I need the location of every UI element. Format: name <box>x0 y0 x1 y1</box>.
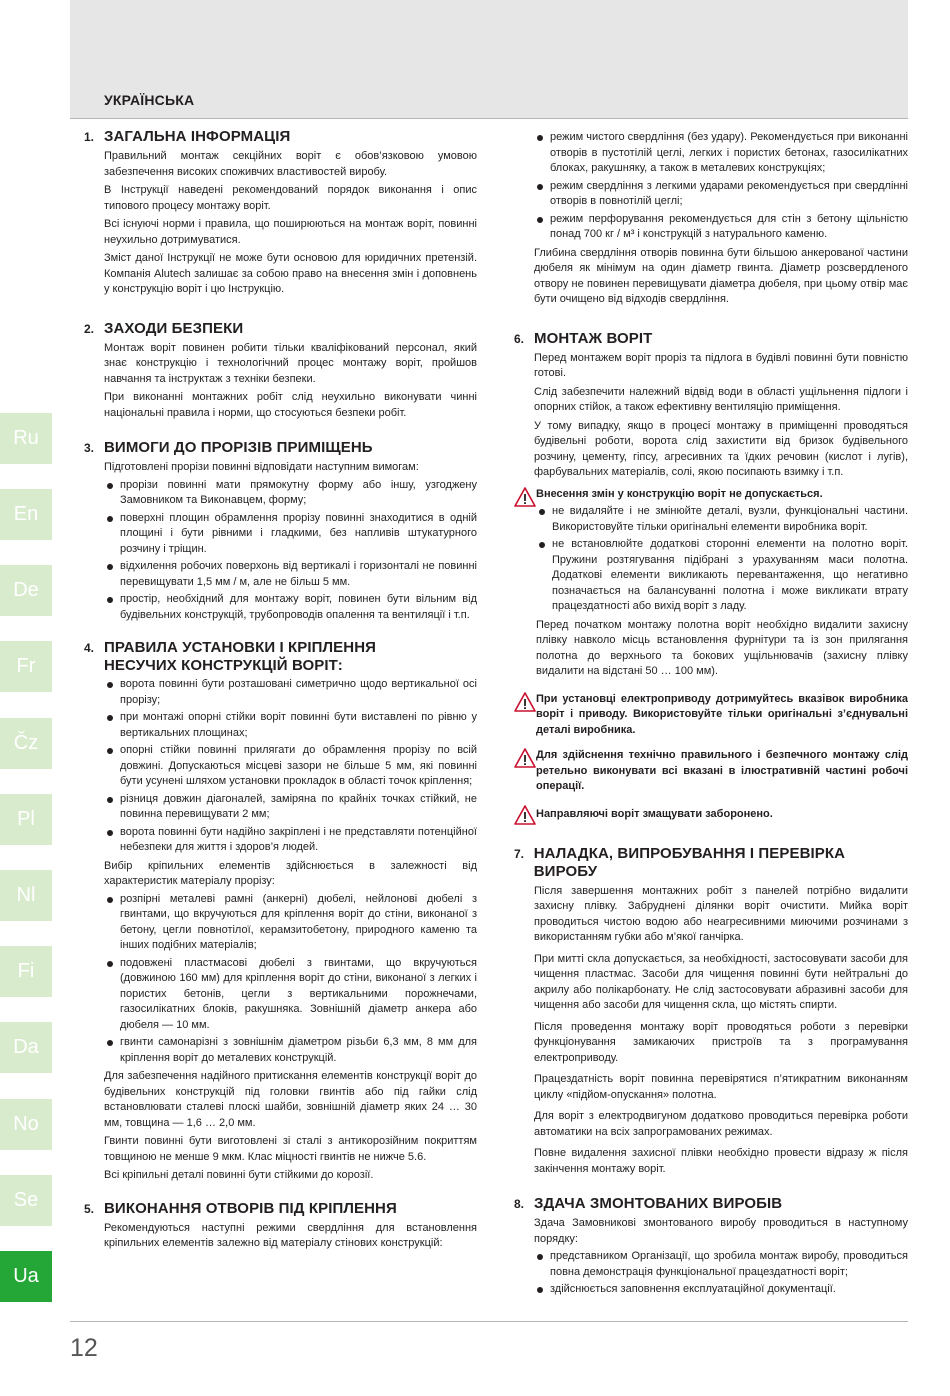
list-item: прорізи повинні мати прямокутну форму або іншу, узгоджену Замовником та Виконавцем, форму; <box>104 478 477 509</box>
section-handover <box>514 1195 908 1298</box>
paragraph: Монтаж воріт повинен робити тільки кваліфікований персонал, який знає конструкцію і технологічний процес монтажу воріт, пройшов навчання та інструктаж з техніки безпеки. <box>104 341 477 385</box>
section-safety <box>84 320 477 422</box>
paragraph: Підготовлені прорізи повинні відповідати наступним вимогам: <box>104 461 419 473</box>
paragraph: Після проведення монтажу воріт проводяться роботи з перевірки функціонування замикаючих пристроїв та з програмування електроприводу. <box>534 1020 908 1064</box>
paragraph: Гвинти повинні бути виготовлені зі сталі з антикорозійним покриттям товщиною не менше 9 мкм. Клас міцності гвинтів не нижче 5.6. <box>104 1135 477 1163</box>
paragraph: Для воріт з електродвигуном додатково проводиться перевірка роботи автоматики на всіх запрограмованих режимах. <box>534 1110 908 1138</box>
section-number: 2. <box>84 321 95 336</box>
warning-text: Направляючі воріт змащувати заборонено. <box>536 807 773 820</box>
list-item: різниця довжин діагоналей, заміряна по крайніх точках стійкий, не повинна перевищувати 2 мм; <box>104 792 477 823</box>
paragraph: Повне видалення захисної плівки необхідно провести відразу ж після закінчення монтажу воріт. <box>534 1147 908 1175</box>
paragraph: Перед початком монтажу полотна воріт необхідно видалити захисну плівку навколо місць встановлення фурнітури та із зон прилягання полотна до верхнього та бокових ущільнювачів (захисну плівку видалити на відстані 50 … 100 мм). <box>536 618 908 677</box>
warning-triangle-icon <box>514 805 536 825</box>
section-heading <box>84 1200 477 1218</box>
paragraph: Рекомендуються наступні режими свердління для встановлення кріпильних елементів залежно від матеріалу стінових конструкцій: <box>104 1221 477 1249</box>
list-item: ворота повинні бути розташовані симетрично щодо вертикальної осі прорізу; <box>104 677 477 708</box>
list-item: подовжені пластмасові дюбелі з гвинтами, що вкручуються (довжиною 160 мм) для кріплення воріт до стіни, виконаної з легких і пористих бетонів, цегли з вертикальними порожнечами, газосилікатних блоків, ракушняка. Зовнішній діаметр анкера або дюбеля — 10 мм. <box>104 956 477 1034</box>
warning-text: Для здійснення технічно правильного і безпечного монтажу слід ретельно виконувати всі вказані в ілюстративній частині робочі операції. <box>536 749 908 792</box>
lang-tab-cz[interactable]: Čz <box>0 718 52 769</box>
lang-tab-de[interactable]: De <box>0 565 52 616</box>
bullet-list <box>104 677 477 856</box>
list-item: відхилення робочих поверхонь від вертикалі і горизонталі не повинні перевищувати 1,5 мм / м, але не більш 5 мм. <box>104 559 477 590</box>
section-title: ВИМОГИ ДО ПРОРІЗІВ ПРИМІЩЕНЬ <box>104 439 373 456</box>
list-item: при монтажі опорні стійки воріт повинні бути виставлені по рівню у вертикальних площинах; <box>104 710 477 741</box>
list-item: гвинти самонарізні з зовнішнім діаметром різьби 6,3 мм, 8 мм для кріплення воріт до металевих конструкцій. <box>104 1035 477 1066</box>
right-column <box>514 128 908 1298</box>
section-title-line-2: НЕСУЧИХ КОНСТРУКЦІЙ ВОРІТ: <box>104 657 343 674</box>
section-heading <box>84 320 477 338</box>
paragraph: У тому випадку, якщо в процесі монтажу в приміщенні проводяться будівельні роботи, ворота слід захистити від бризок будівельного розчину, цементу, гіпсу, агресивних та їдких речовин (кислот і лугів), фарбувальних матеріалів, солі, якою посипають взимку і т.п. <box>534 419 908 478</box>
section-number: 4. <box>84 641 95 655</box>
list-item: режим чистого свердління (без удару). Рекомендується при виконанні отворів в пустотілій цеглі, легких і пористих бетонах, газосилікатних блоках, ракушняку, а також в металевих конструкціях; <box>534 130 908 177</box>
section-drilling <box>84 1200 477 1252</box>
list-item: ворота повинні бути надійно закріплені і не представляти потенційної небезпеки для життя і здоров’я людей. <box>104 825 477 856</box>
section-number: 1. <box>84 130 95 144</box>
paragraph: В Інструкції наведені рекомендований порядок виконання і опис типового процесу монтажу воріт. <box>104 184 477 212</box>
section-heading <box>84 439 477 457</box>
lang-tab-ua[interactable]: Ua <box>0 1251 52 1302</box>
list-item: не видаляйте і не змінюйте деталі, вузли, функціональні частини. Використовуйте тільки оригінальні елементи виробника воріт. <box>536 504 908 535</box>
bullet-list <box>536 504 908 615</box>
warning-triangle-icon <box>514 748 536 768</box>
left-column <box>84 128 477 1252</box>
lang-tab-fr[interactable]: Fr <box>0 641 52 692</box>
section-title: ЗАХОДИ БЕЗПЕКИ <box>104 319 244 337</box>
section-heading <box>514 845 908 881</box>
section-adjustment-testing <box>514 845 908 1178</box>
lang-tab-da[interactable]: Da <box>0 1022 52 1073</box>
paragraph: Здача Замовникові змонтованого виробу проводиться в наступному порядку: <box>534 1217 908 1245</box>
paragraph: Всі кріпильні деталі повинні бути стійкими до корозії. <box>104 1169 374 1181</box>
section-title: НАЛАДКА, ВИПРОБУВАННЯ І ПЕРЕВІРКА ВИРОБУ <box>533 844 846 880</box>
section-title: ПРАВИЛА УСТАНОВКИ І КРІПЛЕННЯ <box>104 639 377 656</box>
warning-block <box>514 748 908 795</box>
paragraph: Перед монтажем воріт проріз та підлога в будівлі повинні бути повністю готові. <box>534 351 908 379</box>
section-title: ВИКОНАННЯ ОТВОРІВ ПІД КРІПЛЕННЯ <box>104 1199 397 1217</box>
lang-tab-se[interactable]: Se <box>0 1175 52 1226</box>
paragraph: Після завершення монтажних робіт з панелей потрібно видалити захисну плівку. Забруднені ділянки воріт очистити. Мийка воріт проводиться чистою водою або неагресивними миючими розчинами з використанням губки або м’якої ганчірка. <box>534 884 908 943</box>
section-heading <box>514 1195 908 1213</box>
bottom-divider <box>70 1321 908 1322</box>
drilling-continued <box>514 130 908 308</box>
section-heading <box>514 330 908 348</box>
section-mounting <box>514 330 908 825</box>
bullet-list <box>104 892 477 1067</box>
warning-block <box>514 487 908 680</box>
list-item: режим свердління з легкими ударами рекомендується при свердлінні отворів в повнотілій цеглі; <box>534 179 908 210</box>
section-installation-rules <box>84 639 477 1184</box>
paragraph: При виконанні монтажних робіт слід неухильно виконувати чинні національні правила і норми, що стосуються безпеки робіт. <box>104 391 477 419</box>
paragraph: Слід забезпечити належний відвід води в області ущільнення підлоги і опорних стійок, а також ефективну вентиляцію приміщення. <box>534 385 908 413</box>
page-language-title: УКРАЇНСЬКА <box>104 92 195 108</box>
list-item: здійснюється заповнення експлуатаційної документації. <box>534 1282 908 1298</box>
section-title: ЗДАЧА ЗМОНТОВАНИХ ВИРОБІВ <box>534 1195 783 1212</box>
section-heading <box>84 128 477 146</box>
lang-tab-en[interactable]: En <box>0 489 52 540</box>
warning-text: При установці електроприводу дотримуйтесь вказівок виробника воріт і приводу. Використовуйте тільки оригінальні з’єднувальні деталі виробника. <box>536 692 908 736</box>
paragraph: Зміст даної Інструкції не може бути основою для юридичних претензій. Компанія Alutech залишає за собою право на внесення змін і доповнень у конструкцію воріт і цю Інструкцію. <box>104 252 477 295</box>
bullet-list <box>534 1249 908 1298</box>
section-number: 6. <box>514 331 525 346</box>
section-opening-requirements <box>84 439 477 623</box>
list-item: опорні стійки повинні прилягати до обрамлення прорізу по всій довжині. Допускаються місцеві зазори не більше 5 мм, які повинні бути усунені шляхом установки прокладок в області точок кріплення; <box>104 743 477 790</box>
bullet-list <box>514 130 908 243</box>
section-heading <box>84 639 477 657</box>
warning-triangle-icon <box>514 487 536 507</box>
paragraph: При митті скла допускається, за необхідності, застосовувати засоби для чищення пластмас. Засоби для чищення повинні бути нейтральні до акрилу або полікарбонату. Не слід застосовувати абразивні засоби для чищення або засоби для чищення скла, що містять спирти. <box>534 952 908 1011</box>
list-item: простір, необхідний для монтажу воріт, повинен бути вільним від будівельних конструкцій, трубопроводів опалення та вентиляції і т.п. <box>104 592 477 623</box>
paragraph: Правильний монтаж секційних воріт є обов’язковою умовою забезпечення високих споживчих властивостей виробу. <box>104 150 477 178</box>
page-number: 12 <box>70 1334 98 1362</box>
section-number: 7. <box>514 846 525 861</box>
list-item: не встановлюйте додаткові сторонні елементи на полотно воріт. Пружини розтягування підібрані з урахуванням маси полотна. Додаткові елементи викликають перевантаження, що негативно позначається на балансуванні полотна і може викликати втрату працездатності або вихід воріт з ладу. <box>536 537 908 615</box>
section-general-info <box>84 128 477 298</box>
section-title: ЗАГАЛЬНА ІНФОРМАЦІЯ <box>104 128 291 145</box>
paragraph: Глибина свердління отворів повинна бути більшою анкерованої частини дюбеля як мінімум на один діаметр гвинта. Діаметр розсвердленого отвору не повинен перевищувати діаметра дюбеля, при цьому отвір має бути очищено від відходів свердління. <box>534 246 908 305</box>
paragraph: Вибір кріпильних елементів здійснюється в залежності від характеристик матеріалу прорізу: <box>104 859 477 887</box>
list-item: поверхні площин обрамлення прорізу повинні знаходитися в одній площині і бути рівними і гладкими, без напливів штукатурного розчину і тріщин. <box>104 511 477 558</box>
bullet-list <box>104 478 477 624</box>
paragraph: Для забезпечення надійного притискання елементів конструкції воріт до будівельних конструкцій під головки гвинтів або під гайки слід встановлювати сталеві плоскі шайби, зовнішній діаметр яких 24 … 30 мм, товщина — 1,6 … 2,0 мм. <box>104 1070 477 1129</box>
lang-tab-nl[interactable]: Nl <box>0 870 52 921</box>
header-band <box>70 0 908 118</box>
paragraph: Всі існуючі норми і правила, що поширюються на монтаж воріт, повинні неухильно дотримуватися. <box>104 218 477 246</box>
section-number: 5. <box>84 1201 95 1216</box>
list-item: представником Організації, що зробила монтаж виробу, проводиться повна демонстрація функціональної працездатності воріт; <box>534 1249 908 1280</box>
warning-block <box>514 805 908 825</box>
lang-tab-ru[interactable]: Ru <box>0 413 52 464</box>
warning-text: Внесення змін у конструкцію воріт не допускається. <box>536 487 823 500</box>
warning-block <box>514 692 908 739</box>
list-item: режим перфорування рекомендується для стін з бетону щільністю понад 700 кг / м³ і конструкцій з натурального каменю. <box>534 212 908 243</box>
lang-tab-fi[interactable]: Fi <box>0 946 52 997</box>
top-divider <box>70 118 908 119</box>
warning-triangle-icon <box>514 692 536 712</box>
section-number: 3. <box>84 441 95 455</box>
paragraph: Працездатність воріт повинна перевірятися п’ятикратним виконанням циклу «підйом-опускання» полотна. <box>534 1073 908 1101</box>
lang-tab-pl[interactable]: Pl <box>0 794 52 845</box>
lang-tab-no[interactable]: No <box>0 1099 52 1150</box>
section-title: МОНТАЖ ВОРІТ <box>534 329 653 347</box>
section-number: 8. <box>514 1197 525 1211</box>
list-item: розпірні металеві рамні (анкерні) дюбелі, нейлонові дюбелі з гвинтами, що вкручуються для кріплення воріт до стіни, виконаної з бетону, цегли повнотілої, керамзитобетону, природного каменю та інших подібних матеріалів; <box>104 892 477 954</box>
